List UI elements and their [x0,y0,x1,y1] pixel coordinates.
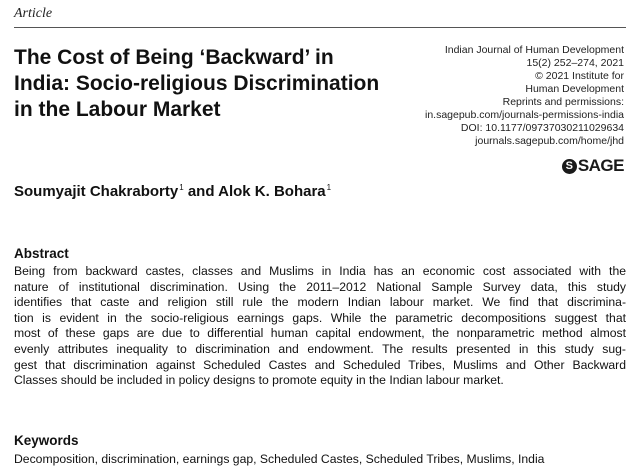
article-type-label: Article [14,6,53,21]
abstract-line: tion is evident in the socio-religious earnings gaps. While the parametric decompositions suggest that [14,310,626,325]
header-divider [14,27,626,28]
author-list [14,183,331,200]
keywords-heading: Keywords [14,433,79,448]
author-connector: and [183,183,219,200]
journal-name: Indian Journal of Human Development [444,44,624,56]
journal-home-link[interactable]: journals.sagepub.com/home/jhd [475,135,624,147]
author-affiliation-marker: 1 [179,183,184,192]
abstract-heading: Abstract [14,246,69,261]
title-line: India: Socio-religious Discrimination [14,72,380,95]
title-line: The Cost of Being ‘Backward’ in [14,46,334,69]
permissions-link[interactable]: in.sagepub.com/journals-permissions-india [424,109,624,121]
author-name: Alok K. Bohara [218,183,326,200]
abstract-line: Being from backward castes, classes and Muslims in India has an economic cost associated with the [14,264,626,278]
abstract-line: nature of institutional discrimination. Using the 2011–2012 National Sample Survey data, this study [14,279,626,294]
article-title [14,45,434,123]
abstract-text [14,264,626,389]
title-line: in the Labour Market [14,98,221,121]
publication-info [384,44,624,148]
abstract-line: most of these gaps are due to differential human capital endowment, the nonparametric method almost [14,326,626,341]
copyright-holder: Human Development [525,83,624,95]
reprints-label: Reprints and permissions: [502,96,624,108]
author-name: Soumyajit Chakraborty [14,183,179,200]
abstract-line: evenly attributes inequality to discrimination and endowment. The results presented in this study sug- [14,341,626,356]
abstract-line: Classes should be included in policy designs to promote equity in the Indian labour market. [14,373,504,388]
author-affiliation-marker: 1 [326,183,332,192]
abstract-line: identifies that caste and religion still rule the modern Indian labour market. We find that discrimina- [14,295,626,310]
sage-logo-icon: S [562,159,577,174]
volume-issue-pages: 15(2) 252–274, 2021 [526,57,624,69]
abstract-line: gest that discrimination against Scheduled Castes and Scheduled Tribes, Muslims and Other Backward [14,357,626,372]
copyright-line: © 2021 Institute for [535,70,624,82]
sage-logo-text: SAGE [577,156,624,175]
sage-logo [562,156,624,176]
keywords-text: Decomposition, discrimination, earnings gap, Scheduled Castes, Scheduled Tribes, Muslims, India [14,452,545,466]
doi[interactable]: DOI: 10.1177/09737030211029634 [460,122,624,134]
